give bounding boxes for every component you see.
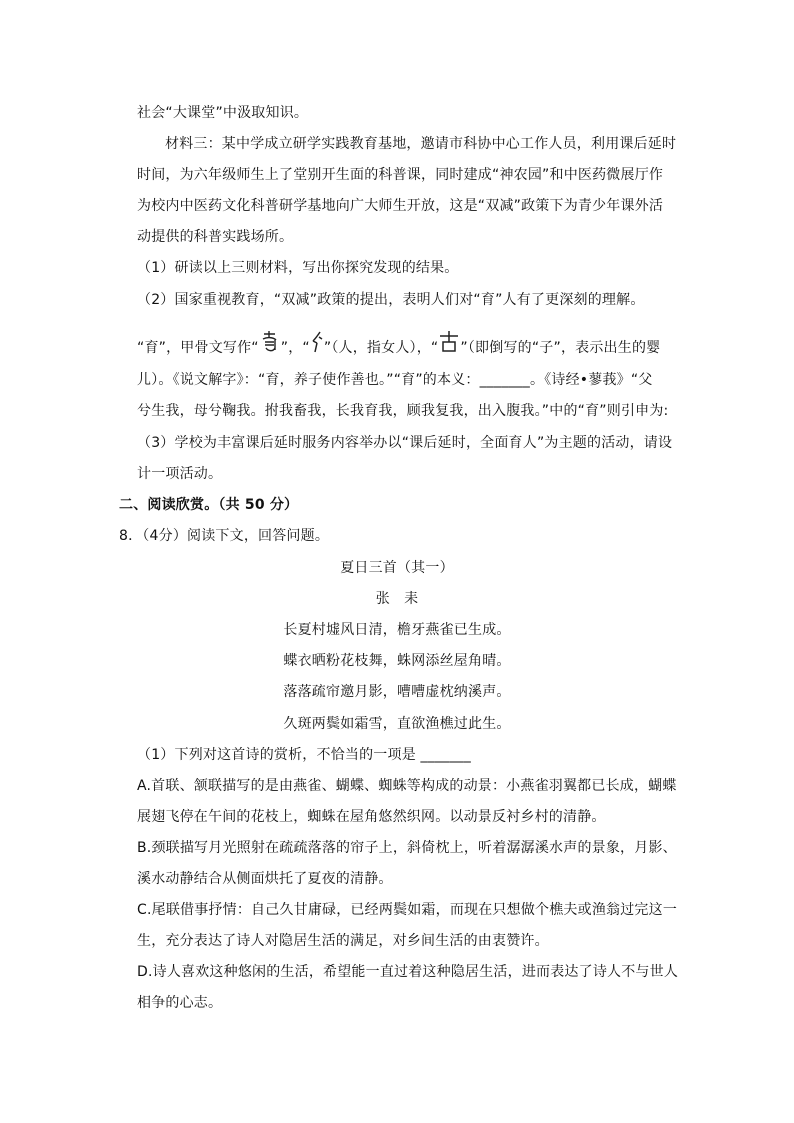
question-2-text-b: ”，“ [280, 340, 310, 356]
poem-title: 夏日三首（其一） [340, 560, 454, 576]
poem-line-3: 落落疏帘邀月影，嘈嘈虚枕纳溪声。 [283, 684, 511, 700]
option-c-line-1: C.尾联借事抒情：自己久甘庸碌，已经两鬓如霜，而现在只想做个樵夫或渔翁过完这一 [137, 902, 678, 918]
question-2-line-1: （2）国家重视教育，“双减”政策的提出，表明人们对“育”人有了更深刻的理解。 [137, 292, 645, 308]
poem-line-1: 长夏村墟风日清，檐牙燕雀已生成。 [283, 622, 511, 638]
material2-end: 社会“大课堂”中汲取知识。 [137, 105, 309, 121]
oracle-woman-glyph [310, 330, 324, 354]
option-c-line-2: 生，充分表达了诗人对隐居生活的满足，对乡间生活的由衷赞许。 [137, 933, 549, 949]
oracle-inverted-child-glyph [438, 330, 460, 354]
option-b-line-1: B.颈联描写月光照射在疏疏落落的帘子上，斜倚枕上，听着潺潺溪水声的景象，月影、 [137, 840, 677, 856]
material3-line-1: 材料三：某中学成立研学实践教育基地，邀请市科协中心工作人员，利用课后延时 [165, 136, 677, 152]
question-2-text-d: ”（即倒写的“子”，表示出生的婴 [460, 340, 661, 356]
section-2-heading: 二、阅读欣赏。（共 50 分） [119, 497, 299, 513]
option-d-line-1: D.诗人喜欢这种悠闲的生活，希望能一直过着这种隐居生活，进而表达了诗人不与世人 [137, 964, 679, 980]
question-2-line-3: 儿）。《说文解字》：“育，养子使作善也。”“育”的本义：_______。《诗经•蓼莪》“父 [137, 372, 653, 388]
option-a-line-1: A.首联、颔联描写的是由燕雀、蝴蝶、蜘蛛等构成的动景：小燕雀羽翼都已长成，蝴蝶 [137, 778, 677, 794]
question-3-line-2: 计一项活动。 [137, 466, 223, 482]
option-b-line-2: 溪水动静结合从侧面烘托了夏夜的清静。 [137, 871, 393, 887]
material3-line-2: 时间，为六年级师生上了堂别开生面的科普课，同时建成“神农园”和中医药微展厅作 [137, 167, 664, 183]
material3-line-4: 动提供的科普实践场所。 [137, 229, 294, 245]
question-2-text-c: ”（人，指女人），“ [323, 340, 439, 356]
question-8-intro: 8．（4分）阅读下文，回答问题。 [119, 528, 330, 544]
option-d-line-2: 相争的心志。 [137, 995, 223, 1011]
question-3-line-1: （3）学校为丰富课后延时服务内容举办以“课后延时，全面育人”为主题的活动，请设 [137, 435, 673, 451]
question-2-text-a: “育”，甲骨文写作“ [137, 340, 259, 356]
oracle-yu-glyph [259, 330, 281, 354]
material3-line-3: 为校内中医药文化科普研学基地向广大师生开放，这是“双减”政策下为青少年课外活 [137, 198, 664, 214]
question-2-line-2 [137, 330, 660, 358]
poem-author: 张 耒 [375, 591, 419, 607]
question-1: （1）研读以上三则材料，写出你探究发现的结果。 [137, 260, 459, 276]
poem-line-4: 久斑两鬓如霜雪，直欲渔樵过此生。 [283, 716, 511, 732]
option-a-line-2: 展翅飞停在午间的花枝上，蜘蛛在屋角悠然织网。以动景反衬乡村的清静。 [137, 809, 606, 825]
question-8-1: （1）下列对这首诗的赏析，不恰当的一项是 _______ [137, 747, 471, 763]
question-2-line-4: 兮生我，母兮鞠我。拊我畜我，长我育我，顾我复我，出入腹我。”中的“育”则引申为: [137, 403, 669, 419]
poem-line-2: 蝶衣晒粉花枝舞，蛛网添丝屋角晴。 [283, 653, 511, 669]
